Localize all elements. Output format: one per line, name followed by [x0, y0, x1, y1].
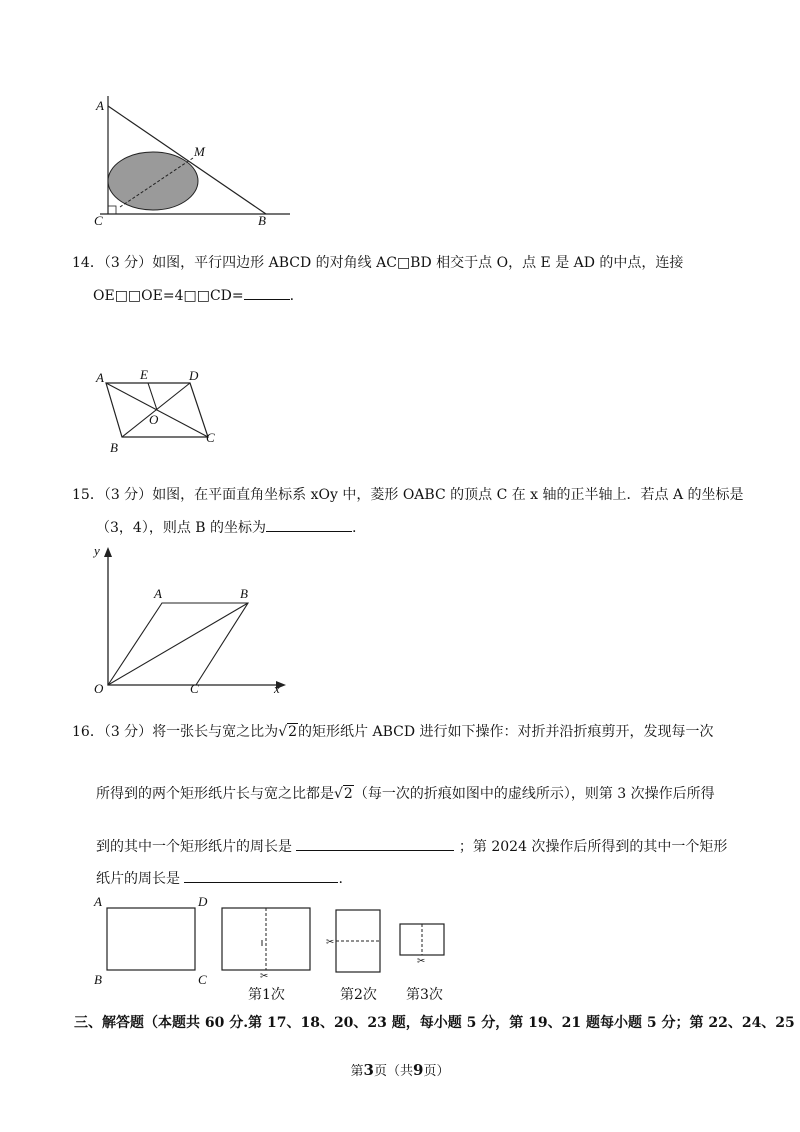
q13-label-b: B [258, 213, 266, 228]
q14-label-d: D [189, 368, 199, 383]
q14-label-a: A [96, 370, 104, 385]
q14-label-e: E [140, 367, 148, 382]
q16-answer-blank-2[interactable] [184, 868, 338, 883]
q16-line2 [96, 784, 715, 804]
q13-label-c: C [94, 213, 103, 228]
q16-caption-2: 第2次 [340, 987, 377, 1003]
svg-text:✂: ✂ [417, 956, 426, 967]
q14-score: （3 分） [103, 255, 153, 271]
q16-score: （3 分） [103, 724, 153, 740]
q16-radicand-2: 2 [343, 786, 353, 802]
q14-line2 [93, 285, 294, 306]
q15-label-y: y [94, 543, 100, 558]
q14-period: . [289, 288, 295, 304]
q16-text1b: 的矩形纸片 ABCD 进行如下操作：对折并沿折痕剪开，发现每一次 [298, 724, 714, 740]
q13-label-m: M [194, 144, 205, 159]
q14-label-b: B [110, 440, 118, 455]
q13-label-a: A [96, 98, 104, 113]
q16-label-c: C [198, 972, 207, 987]
q16-line1 [72, 722, 714, 742]
q15-diagram [88, 543, 298, 703]
q16-line3 [96, 836, 727, 857]
q15-label-b: B [240, 586, 248, 601]
q14-figure [92, 366, 232, 458]
q13-diagram [90, 92, 300, 232]
q16-answer-blank-1[interactable] [296, 836, 454, 851]
q16-sqrt-symbol-2: √2 [334, 786, 353, 802]
q15-label-a: A [154, 586, 162, 601]
q14-label-o: O [149, 412, 159, 427]
q16-sqrt-symbol-1: √2 [278, 724, 298, 740]
footer-mid: 页（共 [373, 1064, 413, 1079]
q16-label-d: D [198, 894, 208, 909]
q16-label-b: B [94, 972, 102, 987]
q15-number: 15． [72, 487, 104, 503]
q14-text2: OE□□OE=4□□CD= [93, 288, 244, 304]
q15-period: . [352, 520, 357, 536]
q16-line4 [96, 868, 343, 889]
q14-line1 [72, 253, 683, 273]
q15-figure [88, 543, 298, 703]
q14-text1: 如图，平行四边形 ABCD 的对角线 AC□BD 相交于点 O，点 E 是 AD 的中点，连接 [152, 255, 684, 271]
q16-text2b: （每一次的折痕如图中的虚线所示），则第 3 次操作后所得 [353, 786, 715, 802]
footer-total-pages: 9 [413, 1061, 424, 1079]
footer-page-number: 3 [363, 1061, 374, 1079]
q16-caption-1: 第1次 [248, 987, 285, 1003]
q15-label-c: C [190, 681, 199, 696]
q16-text1a: 将一张长与宽之比为 [152, 724, 279, 740]
q15-label-o: O [94, 681, 104, 696]
q16-figure [90, 894, 470, 1006]
q14-label-c: C [206, 430, 215, 445]
q15-line1 [72, 485, 744, 505]
q16-text3a: 到的其中一个矩形纸片的周长是 [96, 839, 292, 855]
q16-text2a: 所得到的两个矩形纸片长与宽之比都是 [96, 786, 334, 802]
q13-figure [90, 92, 300, 232]
q16-radicand-1: 2 [288, 724, 298, 740]
q15-score: （3 分） [103, 487, 153, 503]
footer-pre: 第 [350, 1064, 364, 1079]
q16-caption-3: 第3次 [406, 987, 443, 1003]
q15-text2: （3，4），则点 B 的坐标为 [96, 520, 267, 536]
q16-text4a: 纸片的周长是 [96, 871, 180, 887]
q15-answer-blank[interactable] [266, 517, 352, 532]
page-footer [0, 1060, 800, 1079]
q16-label-a: A [94, 894, 102, 909]
svg-text:✂: ✂ [326, 937, 335, 948]
q14-number: 14． [72, 255, 104, 271]
footer-post: 页） [423, 1064, 450, 1079]
q15-text1: 如图，在平面直角坐标系 xOy 中，菱形 OABC 的顶点 C 在 x 轴的正半轴上．若点 A 的坐标是 [152, 487, 744, 503]
q16-number: 16． [72, 724, 104, 740]
q14-answer-blank[interactable] [244, 285, 290, 300]
q16-period: . [338, 871, 343, 887]
q15-line2 [96, 517, 356, 538]
q16-text3b: ；第 2024 次操作后所得到的其中一个矩形 [458, 839, 728, 855]
section-3-heading: 三、解答题（本题共 60 分.第 17、18、20、23 题，每小题 5 分，第 19、21 题每小题 5 分；第 22、24、25 [74, 1015, 795, 1031]
q15-label-x: x [274, 681, 280, 696]
svg-text:✂: ✂ [260, 971, 269, 982]
